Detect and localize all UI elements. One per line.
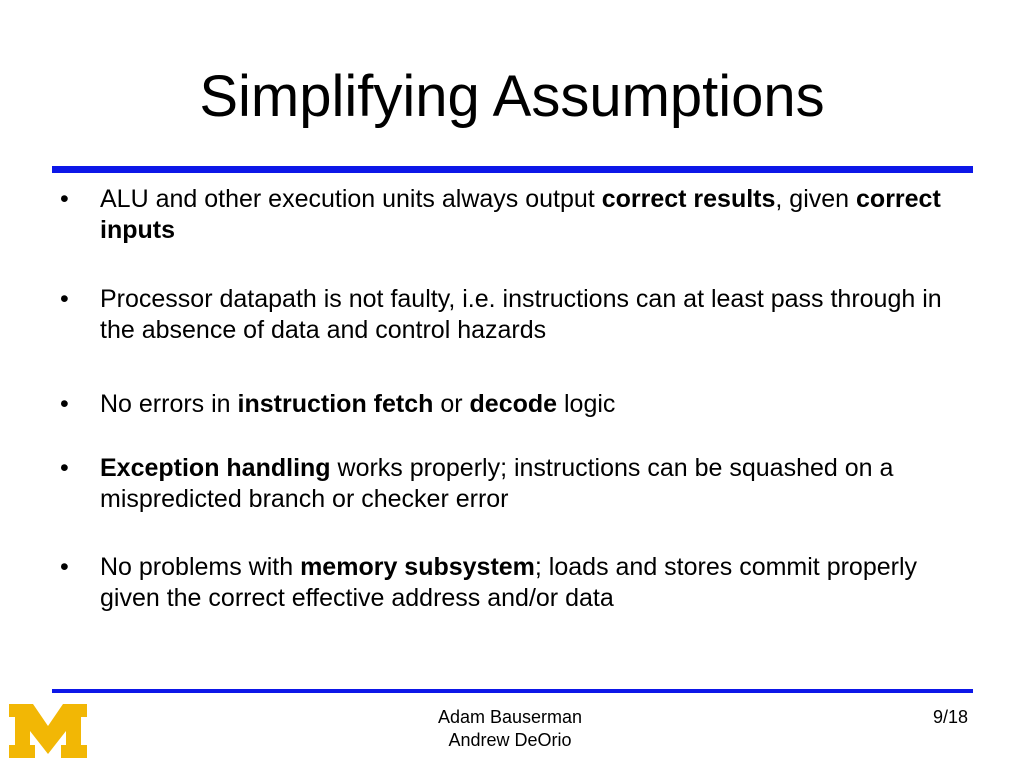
bullet-text (100, 454, 893, 513)
bullet-segment-bold: Exception handling (100, 454, 331, 482)
bullet-dot: • (60, 185, 69, 213)
bullet-text (100, 185, 941, 244)
bullet-segment-bold: correct results (601, 185, 776, 213)
bullet-segment: No problems with (100, 553, 301, 581)
footer-authors (360, 706, 660, 752)
bullet-dot: • (60, 553, 69, 581)
bullet-segment: ALU and other execution units always output (100, 185, 602, 213)
block-m-logo-icon (9, 704, 87, 758)
bullet-segment: Processor datapath is not faulty, i.e. instructions can at least pass through in the absence of data and control hazards (100, 285, 942, 344)
bullet-dot: • (60, 285, 69, 313)
bullet-item (56, 184, 966, 246)
bullet-segment: , given (775, 185, 857, 213)
slide-title: Simplifying Assumptions (199, 64, 825, 129)
bullet-text (100, 553, 917, 612)
bullet-item (56, 389, 966, 420)
bullet-segment-bold: correct inputs (100, 185, 941, 244)
bullet-text (100, 285, 942, 344)
bullet-segment-bold: decode (469, 390, 558, 418)
bullet-segment: logic (557, 390, 616, 418)
bullet-segment-bold: instruction fetch (237, 390, 434, 418)
bullet-dot: • (60, 454, 69, 482)
title-divider (52, 166, 973, 173)
bullet-item (56, 552, 966, 614)
footer-divider (52, 689, 973, 693)
bullet-segment: or (433, 390, 470, 418)
bullet-item (56, 453, 966, 515)
page-number: 9/18 (932, 707, 968, 727)
bullet-item (56, 284, 966, 346)
author-name: Andrew DeOrio (448, 730, 572, 750)
bullet-segment-bold: memory subsystem (300, 553, 535, 581)
bullet-segment: works properly; instructions can be squashed on a mispredicted branch or checker error (100, 454, 894, 513)
bullet-text (100, 390, 615, 418)
bullet-dot: • (60, 390, 69, 418)
bullet-segment: No errors in (100, 390, 238, 418)
bullet-segment: ; loads and stores commit properly given the correct effective address and/or data (100, 553, 918, 612)
author-name: Adam Bauserman (437, 707, 583, 727)
bullet-list (56, 184, 966, 614)
